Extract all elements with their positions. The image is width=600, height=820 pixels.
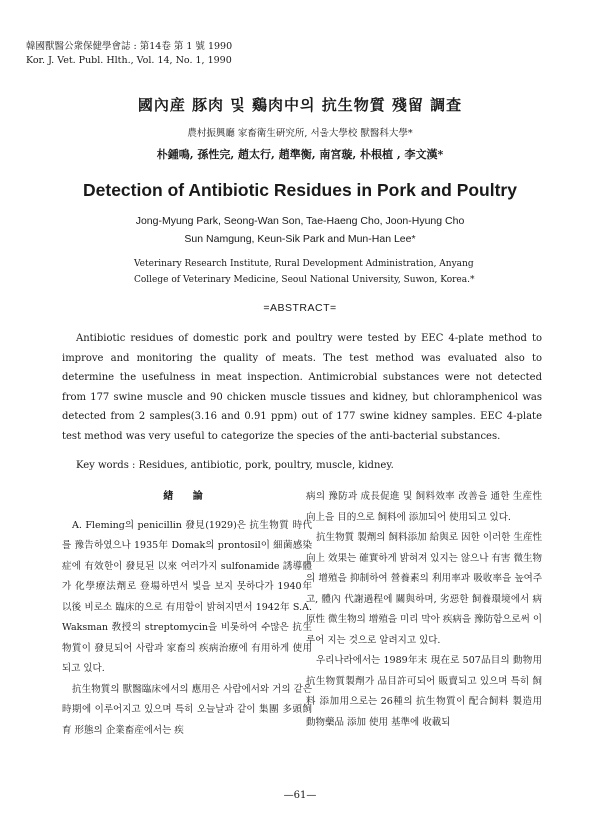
- korean-affiliation: 農村振興廳 家畜衛生硏究所, 서울大學校 獸醫科大學*: [187, 128, 413, 139]
- english-authors: [0, 212, 600, 248]
- body-column-right: [306, 487, 542, 733]
- korean-title: 國內産 豚肉 및 鷄肉中의 抗生物質 殘留 調査: [137, 96, 463, 114]
- abstract-body: Antibiotic residues of domestic pork and poultry were tested by EEC 4-plate method to improve and monitoring the quality of meats. The test method was evaluated also to determine the usefulness in meat inspection. Antimicrobial substances were not detected from 177 swine muscle and 90 chicken muscle tissues and kidney, but chloramphenicol was detected from 2 samples(3.16 and 0.91 ppm) out of 177 swine kidney samples. EEC 4-plate test method was very useful to categorize the species of the anti-bacterial substances.: [62, 333, 542, 442]
- paragraph: 우리나라에서는 1989年末 現在로 507品目의 動物用 抗生物質製劑가 品目許可되어 販賣되고 있으며 특히 飼料 添加用으로는 26種의 抗生物質이 配合飼料 製造用 動物藥品 添加 使用 基準에 收載되: [306, 655, 542, 728]
- paragraph: A. Fleming의 penicillin 發見(1929)은 抗生物質 時代를 豫告하였으나 1935年 Domak의 prontosil이 細菌感染症에 有效한이 發見된 以來 여러가지 sulfonamide 誘導體가 化學療法劑로 登場하면서 빛을 보지 못하다가 1940年 以後 비로소 臨床的으로 有用함이 밝혀지면서 1942年 S.A. Waksman 敎授의 streptomycin을 비롯하여 수많은 抗生物質이 發見되어 사람과 家畜의 疾病治療에 有用하게 使用되고 있다.: [62, 519, 312, 674]
- abstract: [62, 329, 542, 446]
- keywords: Key words : Residues, antibiotic, pork, poultry, muscle, kidney.: [76, 460, 394, 471]
- english-authors-line-1: Jong-Myung Park, Seong-Wan Son, Tae-Haeng Cho, Joon-Hyung Cho: [135, 215, 465, 227]
- abstract-heading: =ABSTRACT=: [263, 302, 337, 314]
- page-number: —61—: [283, 790, 317, 801]
- paragraph: 抗生物質의 獸醫臨床에서의 應用은 사람에서와 거의 같은 時期에 이루어지고 있으며 특히 오늘날과 같이 集團 多頭飼育 形態의 企業畜産에서는 疾: [62, 683, 312, 736]
- english-authors-line-2: Sun Namgung, Keun-Sik Park and Mun-Han Lee*: [184, 233, 416, 245]
- english-title: Detection of Antibiotic Residues in Pork and Poultry: [83, 180, 517, 200]
- section-heading-introduction: 緖 論: [163, 491, 211, 502]
- journal-citation: [26, 40, 232, 68]
- paragraph: 抗生物質 製劑의 飼料添加 給與로 因한 이러한 生産性 向上 效果는 確實하게 밝혀져 있지는 않으나 有害 微生物의 增殖을 抑制하여 營養素의 利用率과 吸收率을 높여주고, 體內 代謝過程에 關與하며, 劣惡한 飼養環境에서 病原性 微生物의 增殖을 미리 막아 疾病을 豫防함으로써 이루어 지는 것으로 알려지고 있다.: [306, 532, 542, 646]
- body-column-left: [62, 487, 312, 741]
- english-affiliation-line-2: College of Veterinary Medicine, Seoul National University, Suwon, Korea.*: [134, 275, 475, 285]
- english-affiliation-line-1: Veterinary Research Institute, Rural Development Administration, Anyang: [134, 259, 474, 269]
- korean-authors: 朴鍾鳴, 孫性完, 趙太行, 趙準衡, 南宮璇, 朴根植 , 李文漢*: [156, 148, 444, 161]
- journal-line-english: Kor. J. Vet. Publ. Hlth., Vol. 14, No. 1, 1990: [26, 55, 232, 66]
- paragraph: 病의 豫防과 成長促進 및 飼料效率 改善을 通한 生産性 向上을 目的으로 飼料에 添加되어 使用되고 있다.: [306, 491, 542, 523]
- english-affiliation: [134, 256, 474, 288]
- journal-line-korean: 韓國獸醫公衆保健學會誌 : 第14卷 第 1 號 1990: [26, 41, 233, 52]
